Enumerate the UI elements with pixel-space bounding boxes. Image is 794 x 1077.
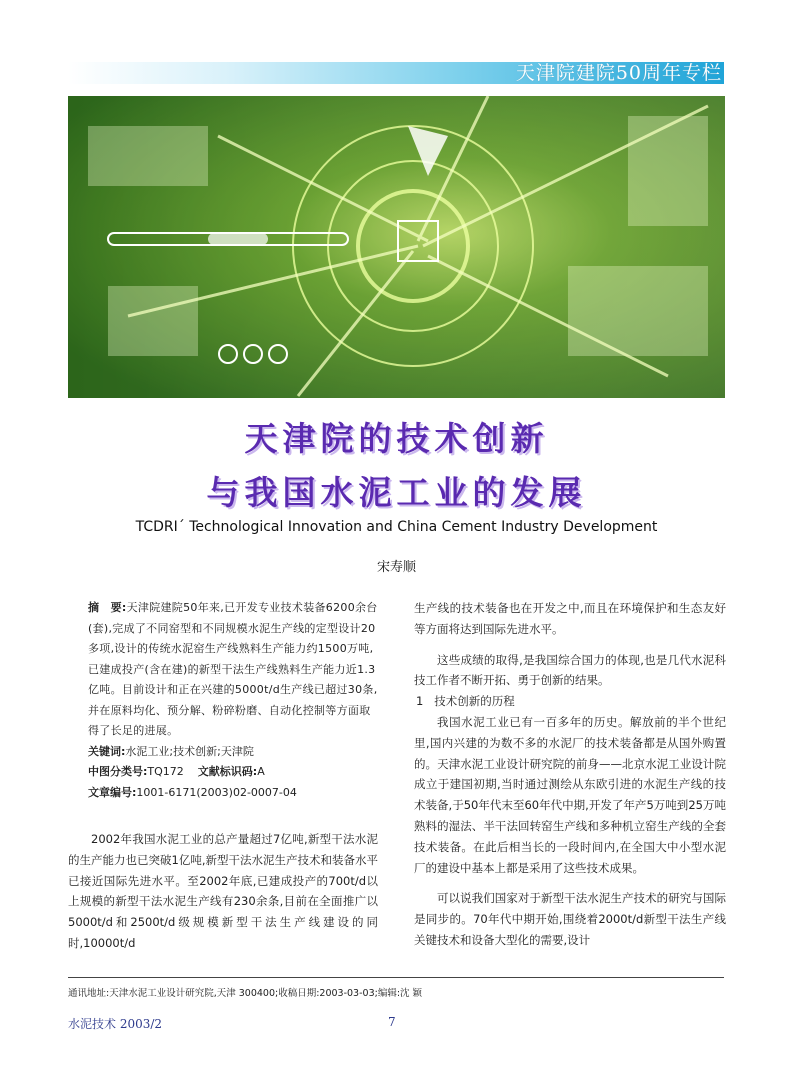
body-paragraph: 2002年我国水泥工业的总产量超过7亿吨,新型干法水泥的生产能力也已突破1亿吨,新型干法水泥生产技术和装备水平已接近国际先进水平。至2002年底,已建成投产的700t/d以上规模的新型干法水泥生产线有230余条,目前在全面推广以5000t/d和2500t/d级规模新型干法生产线建设的同时,10000t/d xyxy=(68,832,378,950)
body-paragraph: 我国水泥工业已有一百多年的历史。解放前的半个世纪里,国内兴建的为数不多的水泥厂的技术装备都是从国外购置的。天津水泥工业设计研究院的前身——北京水泥工业设计院成立于建国初期,当时通过测绘从东欧引进的水泥生产线的技术装备,于50年代末至60年代中期,开发了年产5万吨到25万吨熟料的湿法、半干法回转窑生产线和多种机立窑生产线的全套技术装备。在此后相当长的一段时间内,在全国大中小型水泥厂的建设中基本上都是采用了这些技术成果。 xyxy=(414,714,726,875)
english-title: TCDRI´ Technological Innovation and China Cement Industry Development xyxy=(135,519,658,535)
abstract xyxy=(68,598,378,742)
article-number-label: 文章编号: xyxy=(88,785,137,799)
doc-code-label: 文献标识码: xyxy=(197,765,258,778)
abstract-text: 天津院建院50年来,已开发专业技术装备6200余台(套),完成了不同窑型和不同规模水泥生产线的定型设计20多项,设计的传统水泥窑生产线熟料生产能力约1500万吨,已建成投产(含在建)的新型干法生产线熟料生产能力近1.3亿吨。目前设计和正在兴建的5000t/d生产线已超过30条,并在原料均化、预分解、粉碎粉磨、自动化控制等方面取得了长足的进展。 xyxy=(88,601,378,737)
page-number: 7 xyxy=(388,1015,396,1029)
right-column xyxy=(414,598,726,951)
section-title: 技术创新的历程 xyxy=(434,694,515,709)
footnote-divider xyxy=(68,977,724,978)
left-column xyxy=(68,598,378,954)
section-number: 1 xyxy=(416,694,424,709)
body-paragraph: 生产线的技术装备也在开发之中,而且在环境保护和生态友好等方面将达到国际先进水平。 xyxy=(414,601,726,636)
classification xyxy=(68,762,378,783)
banner-image xyxy=(68,96,725,398)
classification-value: TQ172 xyxy=(147,765,184,778)
title-line-2: 与我国水泥工业的发展 xyxy=(206,473,587,512)
column-title: 天津院建院50周年专栏 xyxy=(515,62,722,84)
abstract-label: 摘 要: xyxy=(88,601,127,614)
keywords xyxy=(68,742,378,763)
body-paragraph: 这些成绩的取得,是我国综合国力的体现,也是几代水泥科技工作者不断开拓、勇于创新的结果。 xyxy=(414,652,726,688)
author: 宋寿顺 xyxy=(376,560,416,575)
article-number xyxy=(68,783,378,804)
keywords-text: 水泥工业;技术创新;天津院 xyxy=(125,744,254,758)
article-number-value: 1001-6171(2003)02-0007-04 xyxy=(136,785,297,799)
keywords-label: 关键词: xyxy=(88,744,126,758)
section-heading xyxy=(414,691,726,712)
footnote: 通讯地址:天津水泥工业设计研究院,天津 300400;收稿日期:2003-03-03;编辑:沈 颖 xyxy=(68,988,423,999)
classification-label: 中图分类号: xyxy=(88,765,148,778)
body-paragraph: 可以说我们国家对于新型干法水泥生产技术的研究与国际是同步的。70年代中期开始,围绕着2000t/d新型干法生产线关键技术和设备大型化的需要,设计 xyxy=(414,891,726,947)
doc-code-value: A xyxy=(257,765,265,778)
title-line-1: 天津院的技术创新 xyxy=(244,419,549,458)
footer-journal: 水泥技术 2003/2 xyxy=(68,1017,163,1031)
